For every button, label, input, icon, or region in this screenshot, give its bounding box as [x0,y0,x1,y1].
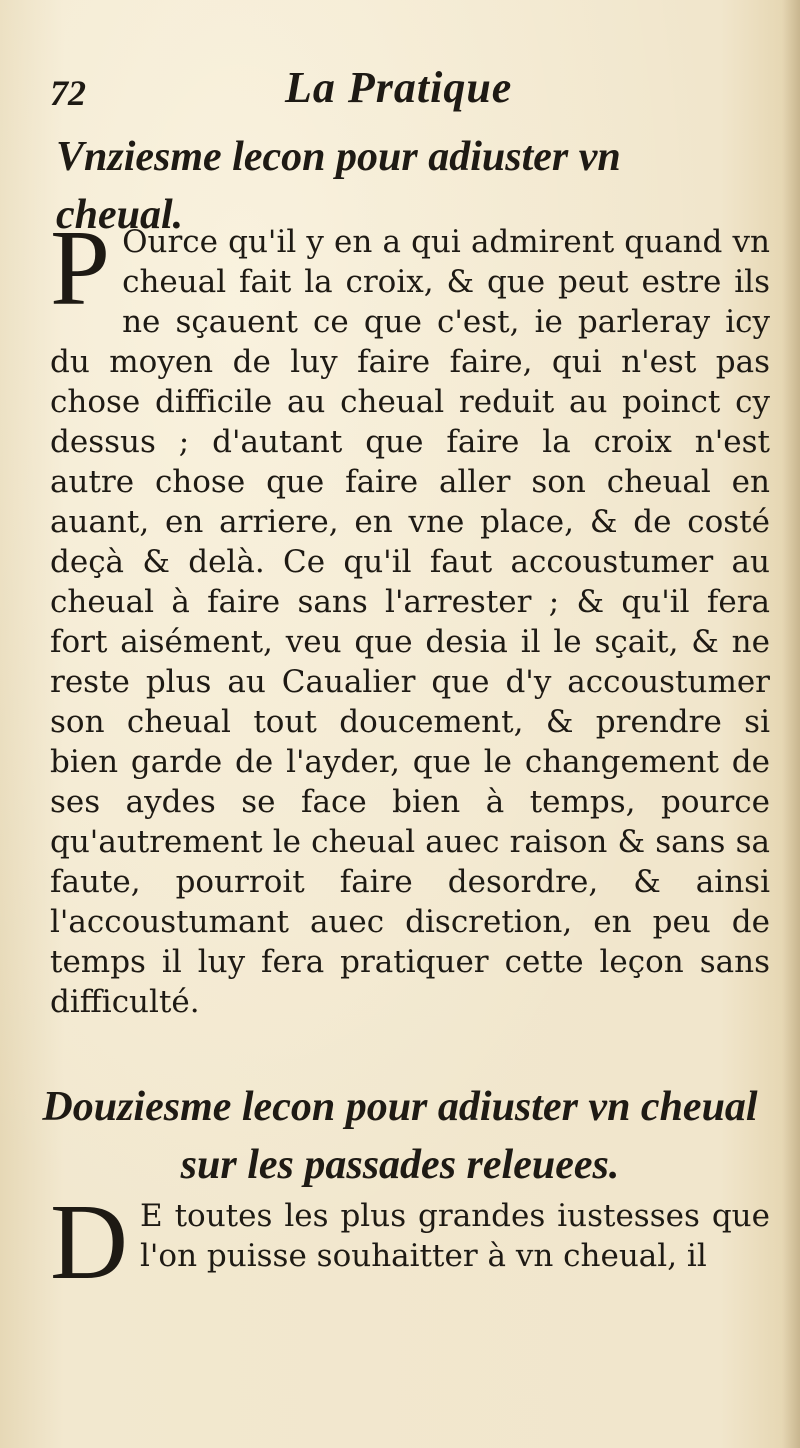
running-head: La Pratique [285,63,513,112]
lesson-12-body [50,1183,770,1302]
lesson-11-text: Ource qu'il y en a qui admirent quand vn cheual fait la croix, & que peut estre ils ne sçauent ce que c'est, ie parleray icy du moyen de luy faire faire, qui n'est pas chose difficile au cheual reduit au poinct cy dessus ; d'autant que faire la croix n'est autre chose que faire aller son cheual en auant, en arriere, en vne place, & de costé deçà & delà. Ce qu'il faut accoustumer au cheual à faire sans l'arrester ; & qu'il fera fort aisément, veu que desia il le sçait, & ne reste plus au Caualier que d'y accoustumer son cheual tout doucement, & prendre si bien garde de l'ayder, que le changement de ses aydes se face bien à temps, pource qu'autrement le cheual auec raison & sans sa faute, pourroit faire desordre, & ainsi l'accoustumant auec discretion, en peu de temps il luy fera pratiquer cette leçon sans difficulté. [50,224,770,1020]
lesson-11-body [50,209,770,1022]
lesson-12-drop-cap: D [50,1183,128,1302]
page-number: 72 [50,73,86,113]
page-edge-shadow [782,0,800,1448]
page-header [50,62,750,122]
lesson-12-title: Douziesme lecon pour adiuster vn cheual sur les passades releuees. [42,1084,758,1188]
lesson-11-title: Vnziesme lecon pour adiuster vn cheual. [56,134,621,238]
lesson-12-text: E toutes les plus grandes iustesses que l'on puisse souhaitter à vn cheual, il [140,1198,770,1274]
lesson-11-drop-cap: P [50,209,111,328]
